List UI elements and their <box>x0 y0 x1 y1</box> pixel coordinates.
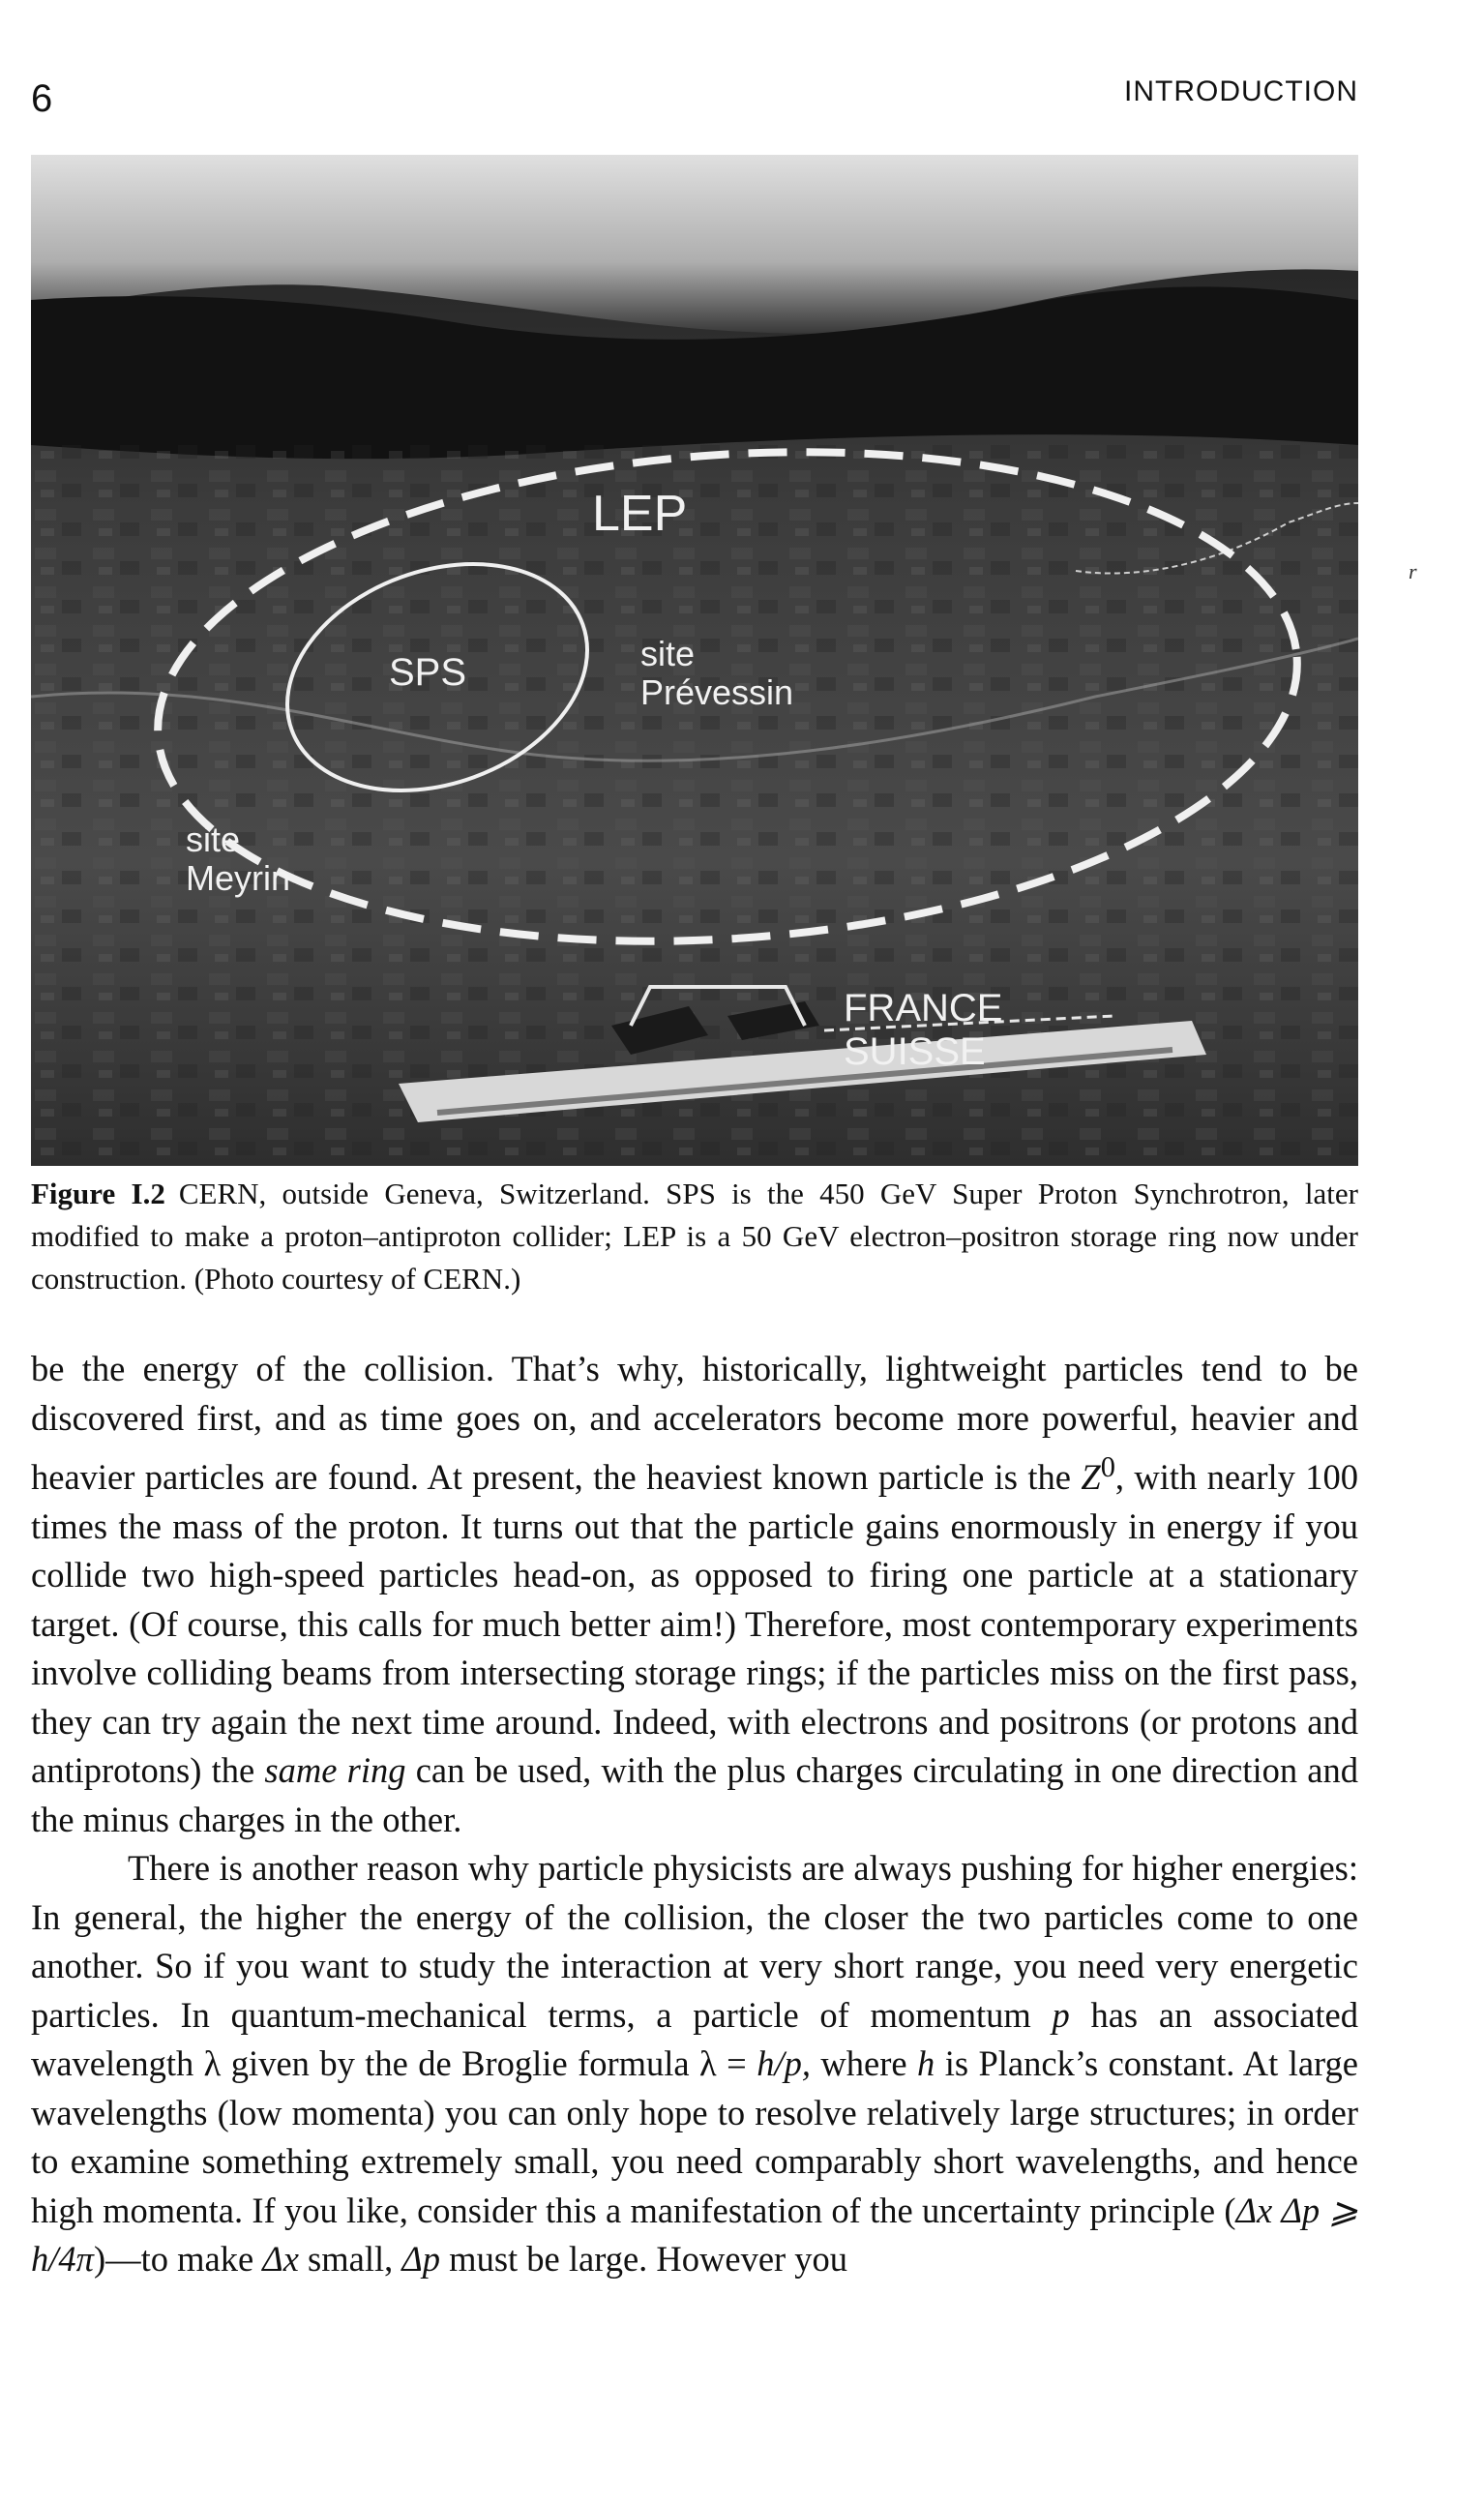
p2-text-e: )—to make <box>93 2239 263 2280</box>
running-head: INTRODUCTION <box>1124 75 1358 107</box>
p1-text-a: be the energy of the collision. That’s why, historically, lightweight particles tend to be discovered first, and as time goes on, and accelerators become more powerful, heavier and heavier particles are found. At present, the heaviest known particle is the <box>31 1349 1358 1498</box>
paragraph-2 <box>31 1844 1358 2284</box>
figure-label: Figure I.2 <box>31 1177 165 1210</box>
aerial-photo-graphic <box>31 155 1358 1166</box>
page-number: 6 <box>31 77 53 120</box>
z-boson-superscript: 0 <box>1100 1450 1115 1483</box>
label-sps: SPS <box>389 651 467 694</box>
caption-text: CERN, outside Geneva, Switzerland. SPS is the 450 GeV Super Proton Synchrotron, later modified to make a proton–antiproton collider; LEP is a 50 GeV electron–positron storage ring now under construction. (Photo courtesy of CERN.) <box>31 1177 1359 1296</box>
p2-text-d: is Planck’s constant. At large wavelengths (low momenta) you can only hope to resolve relatively large structures; in order to examine something extremely small, you need comparably short wavelengths, and hence high momenta. If you like, consider this a manifestation of the uncertainty principle ( <box>31 2043 1358 2230</box>
p2-text-a: There is another reason why particle physicists are always pushing for higher energies: In general, the higher the energy of the collision, the closer the two particles come to one another. So if you want to study the interaction at very short range, you need very energetic particles. In quantum-mechanical terms, a particle of momentum <box>31 1848 1358 2035</box>
p2-text-b: has an associated wavelength λ given by the de Broglie formula λ = <box>31 1994 1358 2084</box>
de-broglie-formula: h/p, <box>757 2043 811 2084</box>
z-boson-symbol: Z <box>1081 1457 1101 1498</box>
p2-text-g: must be large. However you <box>440 2239 848 2280</box>
label-site-prevessin-2: Prévessin <box>640 672 794 712</box>
planck-symbol: h <box>917 2043 935 2084</box>
p1-text-c: can be used, with the plus charges circulating in one direction and the minus charges in the other. <box>31 1750 1359 1839</box>
p1-text-b: , with nearly 100 times the mass of the proton. It turns out that the particle gains enormously in energy if you collide two high-speed particles head-on, as opposed to firing one particle at a stationary target. (Of course, this calls for much better aim!) Therefore, most contemporary experiments involve colliding beams from intersecting storage rings; if the particles miss on the first pass, they can try again the next time around. Indeed, with electrons and positrons (or protons and antiprotons) the <box>31 1457 1359 1791</box>
cern-aerial-photo <box>31 155 1358 1166</box>
label-suisse: SUISSE <box>844 1030 986 1073</box>
delta-p-symbol: Δp <box>401 2239 441 2280</box>
paragraph-1 <box>31 1345 1358 1844</box>
uncertainty-relation: Δx Δp ⩾ h/4π <box>31 2190 1358 2280</box>
emphasis-same-ring: same ring <box>264 1750 406 1791</box>
p2-text-c: where <box>810 2043 918 2084</box>
label-site-meyrin-2: Meyrin <box>186 858 291 898</box>
p2-text-f: small, <box>298 2239 402 2280</box>
margin-mark: r <box>1409 559 1417 583</box>
label-site-prevessin-1: site <box>640 634 696 673</box>
label-lep: LEP <box>592 486 688 542</box>
figure-caption <box>31 1173 1358 1300</box>
label-site-meyrin-1: site <box>186 820 241 859</box>
momentum-symbol: p <box>1052 1994 1070 2035</box>
body-text <box>31 1345 1358 2284</box>
label-france: FRANCE <box>844 987 1003 1029</box>
delta-x-symbol: Δx <box>262 2239 299 2280</box>
